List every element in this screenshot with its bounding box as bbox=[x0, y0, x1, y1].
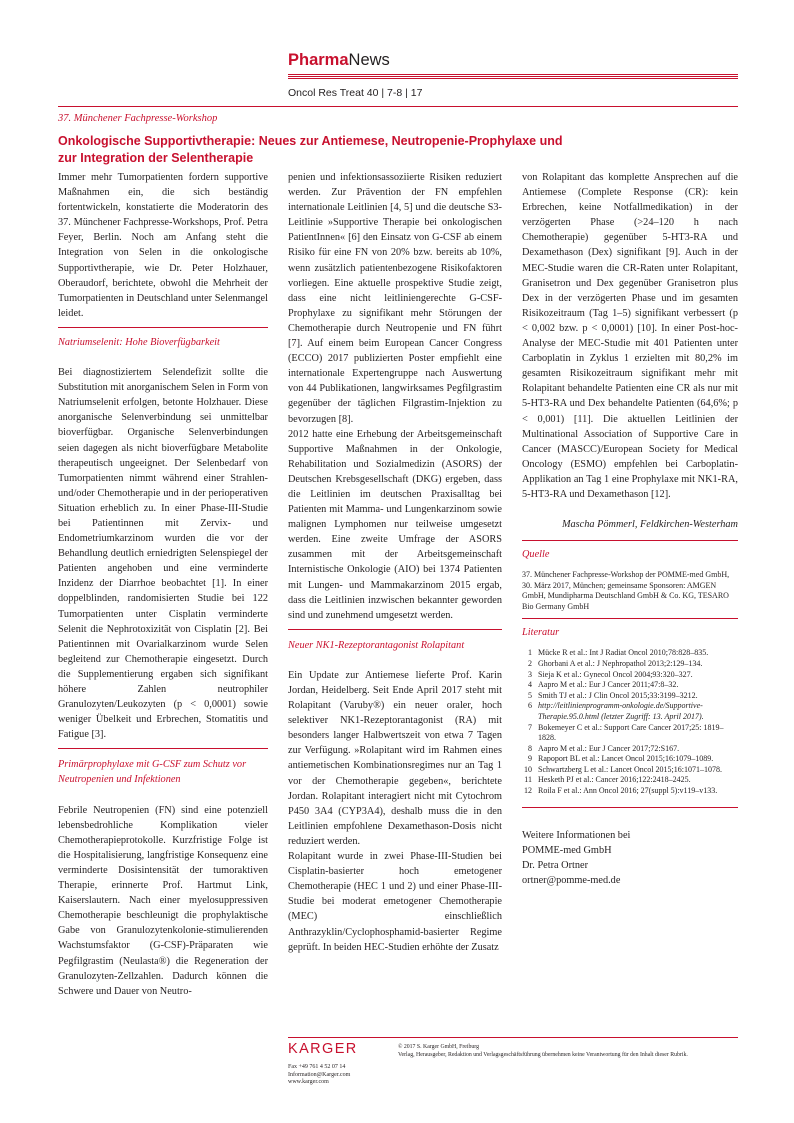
footer-copyright-block bbox=[398, 1044, 748, 1059]
reference-item bbox=[522, 680, 738, 691]
reference-number: 7 bbox=[528, 722, 532, 732]
subheading-selenit: Natriumselenit: Hohe Bioverfügbarkeit bbox=[58, 336, 220, 348]
contact-line: Weitere Informationen bei bbox=[522, 829, 631, 841]
paragraph-fn: penien und infektionsassoziierte Risiken reduziert werden. Zur Prävention der FN empfehlen internationale Leitlinien [4, 5] und die deutsche S3-Leitlinie »Supportive Therapie bei onkologischen PatientInnen« [6] den Einsatz von G-CSF ab einem Risiko für eine FN von 20% bzw. bereits ab 10%, wenn zusätzlich patientenbezogene Risikofaktoren vorliegen. Eine aktuelle prospektive Studie zeigt, dass eine nicht leitliniengerechte G-CSF-Prophylaxe zu signifikant mehr Störungen der Chemotherapie durch Neutropenie und FN führt [7]. Auf einem beim European Cancer Congress (ECCO) 2017 publizierten Poster empfiehlt eine internationale Expertengruppe nach Auswertung von 44 Publikationen, langwirksames Pegfilgrastim gegenüber der täglichen Filgrastim-Injektion zu bevorzugen [8]. bbox=[288, 172, 502, 425]
paragraph-gcsf: Febrile Neutropenien (FN) sind eine potenziell lebensbedrohliche Komplikation vieler Chemotherapieprotokolle. Kurzfristige Folge ist die Hospitalisierung, langfristige Konsequenz eine verminderte Dosisintensität der tumoraktiven Therapie, erinnerte Prof. Hartmut Link, Kaiserslautern. Nach einer myelosuppressiven Chemotherapie beschleunigt die prophylaktische Gabe von Granulozytenkolonie-stimulierenden Wachstumsfaktor (G-CSF)-Präparaten wie Pegfilgrastim (Neulasta®) die Regeneration der Granulozyten-Zellzahlen. Dadurch können die Schwere und Dauer von Neutro- bbox=[58, 804, 268, 997]
reference-number: 6 bbox=[528, 701, 532, 711]
article-title-line1: Onkologische Supportivtherapie: Neues zur Antiemese, Neutropenie-Prophylaxe und bbox=[58, 134, 563, 148]
reference-item bbox=[522, 701, 738, 722]
article-kicker: 37. Münchener Fachpresse-Workshop bbox=[58, 113, 218, 124]
contact-email[interactable]: ortner@pomme-med.de bbox=[522, 874, 621, 886]
reference-text: Ghorbani A et al.: J Nephropathol 2013;2:129–134. bbox=[538, 658, 703, 668]
reference-item bbox=[522, 786, 738, 797]
column-1 bbox=[58, 170, 268, 999]
reference-text: Aapro M et al.: Eur J Cancer 2017;72:S167. bbox=[538, 743, 680, 753]
divider bbox=[288, 629, 502, 630]
brand-pharma: Pharma bbox=[288, 51, 349, 69]
reference-item bbox=[522, 691, 738, 702]
footer-contact bbox=[288, 1064, 350, 1087]
reference-list bbox=[522, 648, 738, 796]
reference-item bbox=[522, 744, 738, 755]
divider bbox=[522, 540, 738, 541]
footer-website[interactable]: www.karger.com bbox=[288, 1079, 329, 1085]
journal-citation: Oncol Res Treat 40 | 7-8 | 17 bbox=[288, 87, 423, 99]
reference-item bbox=[522, 659, 738, 670]
divider-top bbox=[58, 106, 738, 107]
reference-number: 2 bbox=[528, 658, 532, 668]
intro-paragraph: Immer mehr Tumorpatienten fordern supportive Maßnahmen ein, die sich beständig fortentwickeln, konstatierte die Moderatorin des 37. Münchener Fachpresse-Workshops, Prof. Petra Feyer, Berlin. Noch am Anfang steht die Integration von Selen in die onkologische Supportivtherapie, wie Dr. Peter Holzhauer, Oberaudorf, berichtete, obwohl die Mehrheit der Tumorpatienten in Deutschland unter Selenmangel leidet. bbox=[58, 172, 268, 319]
reference-number: 11 bbox=[524, 775, 532, 785]
paragraph-asors: 2012 hatte eine Erhebung der Arbeitsgemeinschaft Supportive Maßnahmen in der Onkologie, Rehabilitation und Sozialmedizin (ASORS) der Deutschen Krebsgesellschaft (DKG) ergeben, dass die Leitlinien im deutschen Praxisalltag bei Patienten mit Mamma- und Lungenkarzinom sowie malignen Lymphomen nur teilweise umgesetzt werden. Eine zweite Umfrage der ASORS zusammen mit der Arbeitsgemeinschaft Internistische Onkologie (AIO) bei 1374 Patienten mit Lungen- und Mammakarzinom 2015 ergab, dass die Leitlinien inzwischen bekannter geworden sind und zunehmend umgesetzt werden. bbox=[288, 428, 502, 621]
brand-logo bbox=[288, 50, 390, 70]
quelle-heading: Quelle bbox=[522, 549, 550, 561]
reference-number: 5 bbox=[528, 690, 532, 700]
paragraph-studies: Rolapitant wurde in zwei Phase-III-Studien bei Cisplatin-basierter hoch emetogener Chemotherapie (HEC 1 und 2) und einer Phase-III-Studie bei moderat emetogener Chemotherapie (MEC) einschließlich Anthrazyklin/Cyclophosphamid-basierter Regime geprüft. In beiden HEC-Studien erhöhte der Zusatz bbox=[288, 851, 502, 953]
reference-number: 4 bbox=[528, 680, 532, 690]
contact-block bbox=[522, 828, 738, 888]
reference-item bbox=[522, 723, 738, 744]
reference-text: Rapoport BL et al.: Lancet Oncol 2015;16:1079–1089. bbox=[538, 754, 714, 764]
reference-text: Roila F et al.: Ann Oncol 2016; 27(suppl 5):v119–v133. bbox=[538, 786, 718, 796]
divider bbox=[522, 618, 738, 619]
column-2 bbox=[288, 170, 502, 955]
reference-number: 1 bbox=[528, 648, 532, 658]
reference-number: 8 bbox=[528, 743, 532, 753]
reference-item bbox=[522, 648, 738, 659]
reference-number: 10 bbox=[524, 764, 532, 774]
divider bbox=[58, 748, 268, 749]
paragraph-selen: Bei diagnostiziertem Selendefizit sollte die Substitution mit anorganischem Selen in Form von Natriumselenit erfolgen, betonte Holzhauer. Diese anorganische Selenverbindung sei unmittelbar bioverfügbar. Organische Selenverbindungen seien dagegen als nicht bioverfügbare Metabolite therapeutisch ungeeignet. Der Selenbedarf von Tumorpatienten nimmt während einer Strahlen- und/oder Chemotherapie und in der perioperativen Situation erheblich zu. In einer Phase-III-Studie bei Patientinnen mit Zervix- und Endometriumkarzinom wurden die vor der Behandlung deutlich erniedrigten Selenspiegel der Patienten angehoben und eine verminderte Inzidenz der Diarrhoe beobachtet [1]. In einer doppelblinden, randomisierten Studie bei 122 Tumorpatienten unter Cisplatin verminderte Selenit die Nephrotoxizität von Cisplatin [2]. Bei Patientinnen mit Ovarialkarzinom wurde Selen begleitend zur Chemotherapie eingesetzt. Durch die Supplementierung ergaben sich signifikant höhere Zahlen neutrophiler Granulozyten/Leukozyten (p < 0,0001) sowie weniger Übelkeit und Erbrechen, Stomatitis und Fatigue [3]. bbox=[58, 367, 268, 741]
reference-item bbox=[522, 754, 738, 765]
divider bbox=[522, 807, 738, 808]
paragraph-rolapitant: Ein Update zur Antiemese lieferte Prof. Karin Jordan, Heidelberg. Seit Ende April 2017 steht mit Rolapitant (Varuby®) ein neuer oraler, hoch selektiver NK1-Rezeptorantagonist (RA) mit besonders langer Halbwertszeit von etwa 7 Tagen zur Verfügung. »Rolapitant wird im Rahmen eines antiemetischen Kombinationsregimes nur an Tag 1 vor der Chemotherapie gegeben«, berichtete Jordan. Rolapitant interagiert nicht mit Cytochrom P450 3A4 (CYP3A4), deshalb muss die in den Leitlinien empfohlene Dexamethason-Dosis nicht reduziert werden. bbox=[288, 669, 502, 847]
reference-text: Bokemeyer C et al.: Support Care Cancer 2017;25: 1819–1828. bbox=[538, 722, 724, 743]
paragraph-cr: von Rolapitant das komplette Ansprechen auf die Antiemese (Complete Response (CR): kein Erbrechen, keine Notfallmedikation) in der verzögerten Phase (>24–120 h nach Chemotherapie) gegenüber 5-HT3-RA und Dexamethason (Dex) signifikant [9]. Auch in der MEC-Studie waren die CR-Raten unter Rolapitant, Granisetron und Dex gegenüber Granisetron plus Dex in der verzögerten Phase und im gesamten Risikozeitraum (Tag 1–5) signifikant verbessert (p < 0,002 bzw. p < 0,0001) [10]. In einer Post-hoc-Analyse der MEC-Studie mit 401 Patienten unter Carboplatin in Zyklus 1 erzielten mit 80,2% im gesamten Risikozeitraum signifikant mehr mit Rolapitant behandelte Patienten eine CR als nur mit 5-HT3-RA und Dex behandelte Patienten (64,6%; p < 0,001) [11]. Die aktuellen Leitlinien der Multinational Association of Supportive Care in Cancer (MASCC)/European Society for Medical Oncology (ESMO) empfehlen bei Carboplatin-Applikation an Tag 1 eine Prophylaxe mit NK1-RA, 5-HT3-RA und Dexamethason [12]. bbox=[522, 172, 738, 500]
quelle-text: 37. Münchener Fachpresse-Workshop der POMME-med GmbH, 30. März 2017, München; gemeinsame Sponsoren: AMGEN GmbH, Mundipharma Deutschland GmbH & Co. KG, TESARO Bio Germany GmbH bbox=[522, 570, 730, 611]
footer-fax: Fax +49 761 4 52 07 14 bbox=[288, 1064, 346, 1070]
brand-news: News bbox=[348, 51, 390, 69]
karger-logo: KARGER bbox=[288, 1041, 358, 1057]
contact-line: POMME-med GmbH bbox=[522, 844, 612, 856]
reference-text: Hesketh PJ et al.: Cancer 2016;122:2418–2425. bbox=[538, 775, 691, 785]
footer-disclaimer: Verlag, Herausgeber, Redaktion und Verlagsgeschäftsführung übernehmen keine Verantwortung für den Inhalt dieser Rubrik. bbox=[398, 1051, 688, 1058]
divider bbox=[58, 327, 268, 328]
reference-text: Smith TJ et al.: J Clin Oncol 2015;33:3199–3212. bbox=[538, 690, 698, 700]
reference-number: 9 bbox=[528, 754, 532, 764]
reference-item bbox=[522, 670, 738, 681]
footer-copyright: © 2017 S. Karger GmbH, Freiburg bbox=[398, 1044, 479, 1050]
column-3 bbox=[522, 170, 738, 888]
author: Mascha Pömmerl, Feldkirchen-Westerham bbox=[561, 519, 738, 531]
contact-line: Dr. Petra Ortner bbox=[522, 859, 589, 871]
reference-item bbox=[522, 775, 738, 786]
reference-text: Aapro M et al.: Eur J Cancer 2011;47:8–32. bbox=[538, 680, 679, 690]
footer-rule bbox=[288, 1037, 738, 1038]
article-title-line2: zur Integration der Selentherapie bbox=[58, 151, 254, 165]
reference-text: Mücke R et al.: Int J Radiat Oncol 2010;78:828–835. bbox=[538, 648, 709, 658]
reference-text[interactable]: http://leitlinienprogramm-onkologie.de/Supportive-Therapie.95.0.html (letzter Zugriff: 13. April 2017). bbox=[538, 701, 704, 721]
subheading-rolapitant: Neuer NK1-Rezeptorantagonist Rolapitant bbox=[288, 639, 465, 651]
footer-email[interactable]: Information@Karger.com bbox=[288, 1071, 351, 1078]
reference-number: 3 bbox=[528, 669, 532, 679]
subheading-gcsf: Primärprophylaxe mit G-CSF zum Schutz vor Neutropenien und Infektionen bbox=[58, 759, 247, 786]
header-rule bbox=[288, 74, 738, 80]
reference-number: 12 bbox=[524, 786, 532, 796]
article-title bbox=[58, 133, 748, 167]
reference-item bbox=[522, 765, 738, 776]
reference-text: Schwartzberg L et al.: Lancet Oncol 2015;16:1071–1078. bbox=[538, 764, 722, 774]
reference-text: Sieja K et al.: Gynecol Oncol 2004;93:320–327. bbox=[538, 669, 693, 679]
literatur-heading: Literatur bbox=[522, 627, 560, 639]
